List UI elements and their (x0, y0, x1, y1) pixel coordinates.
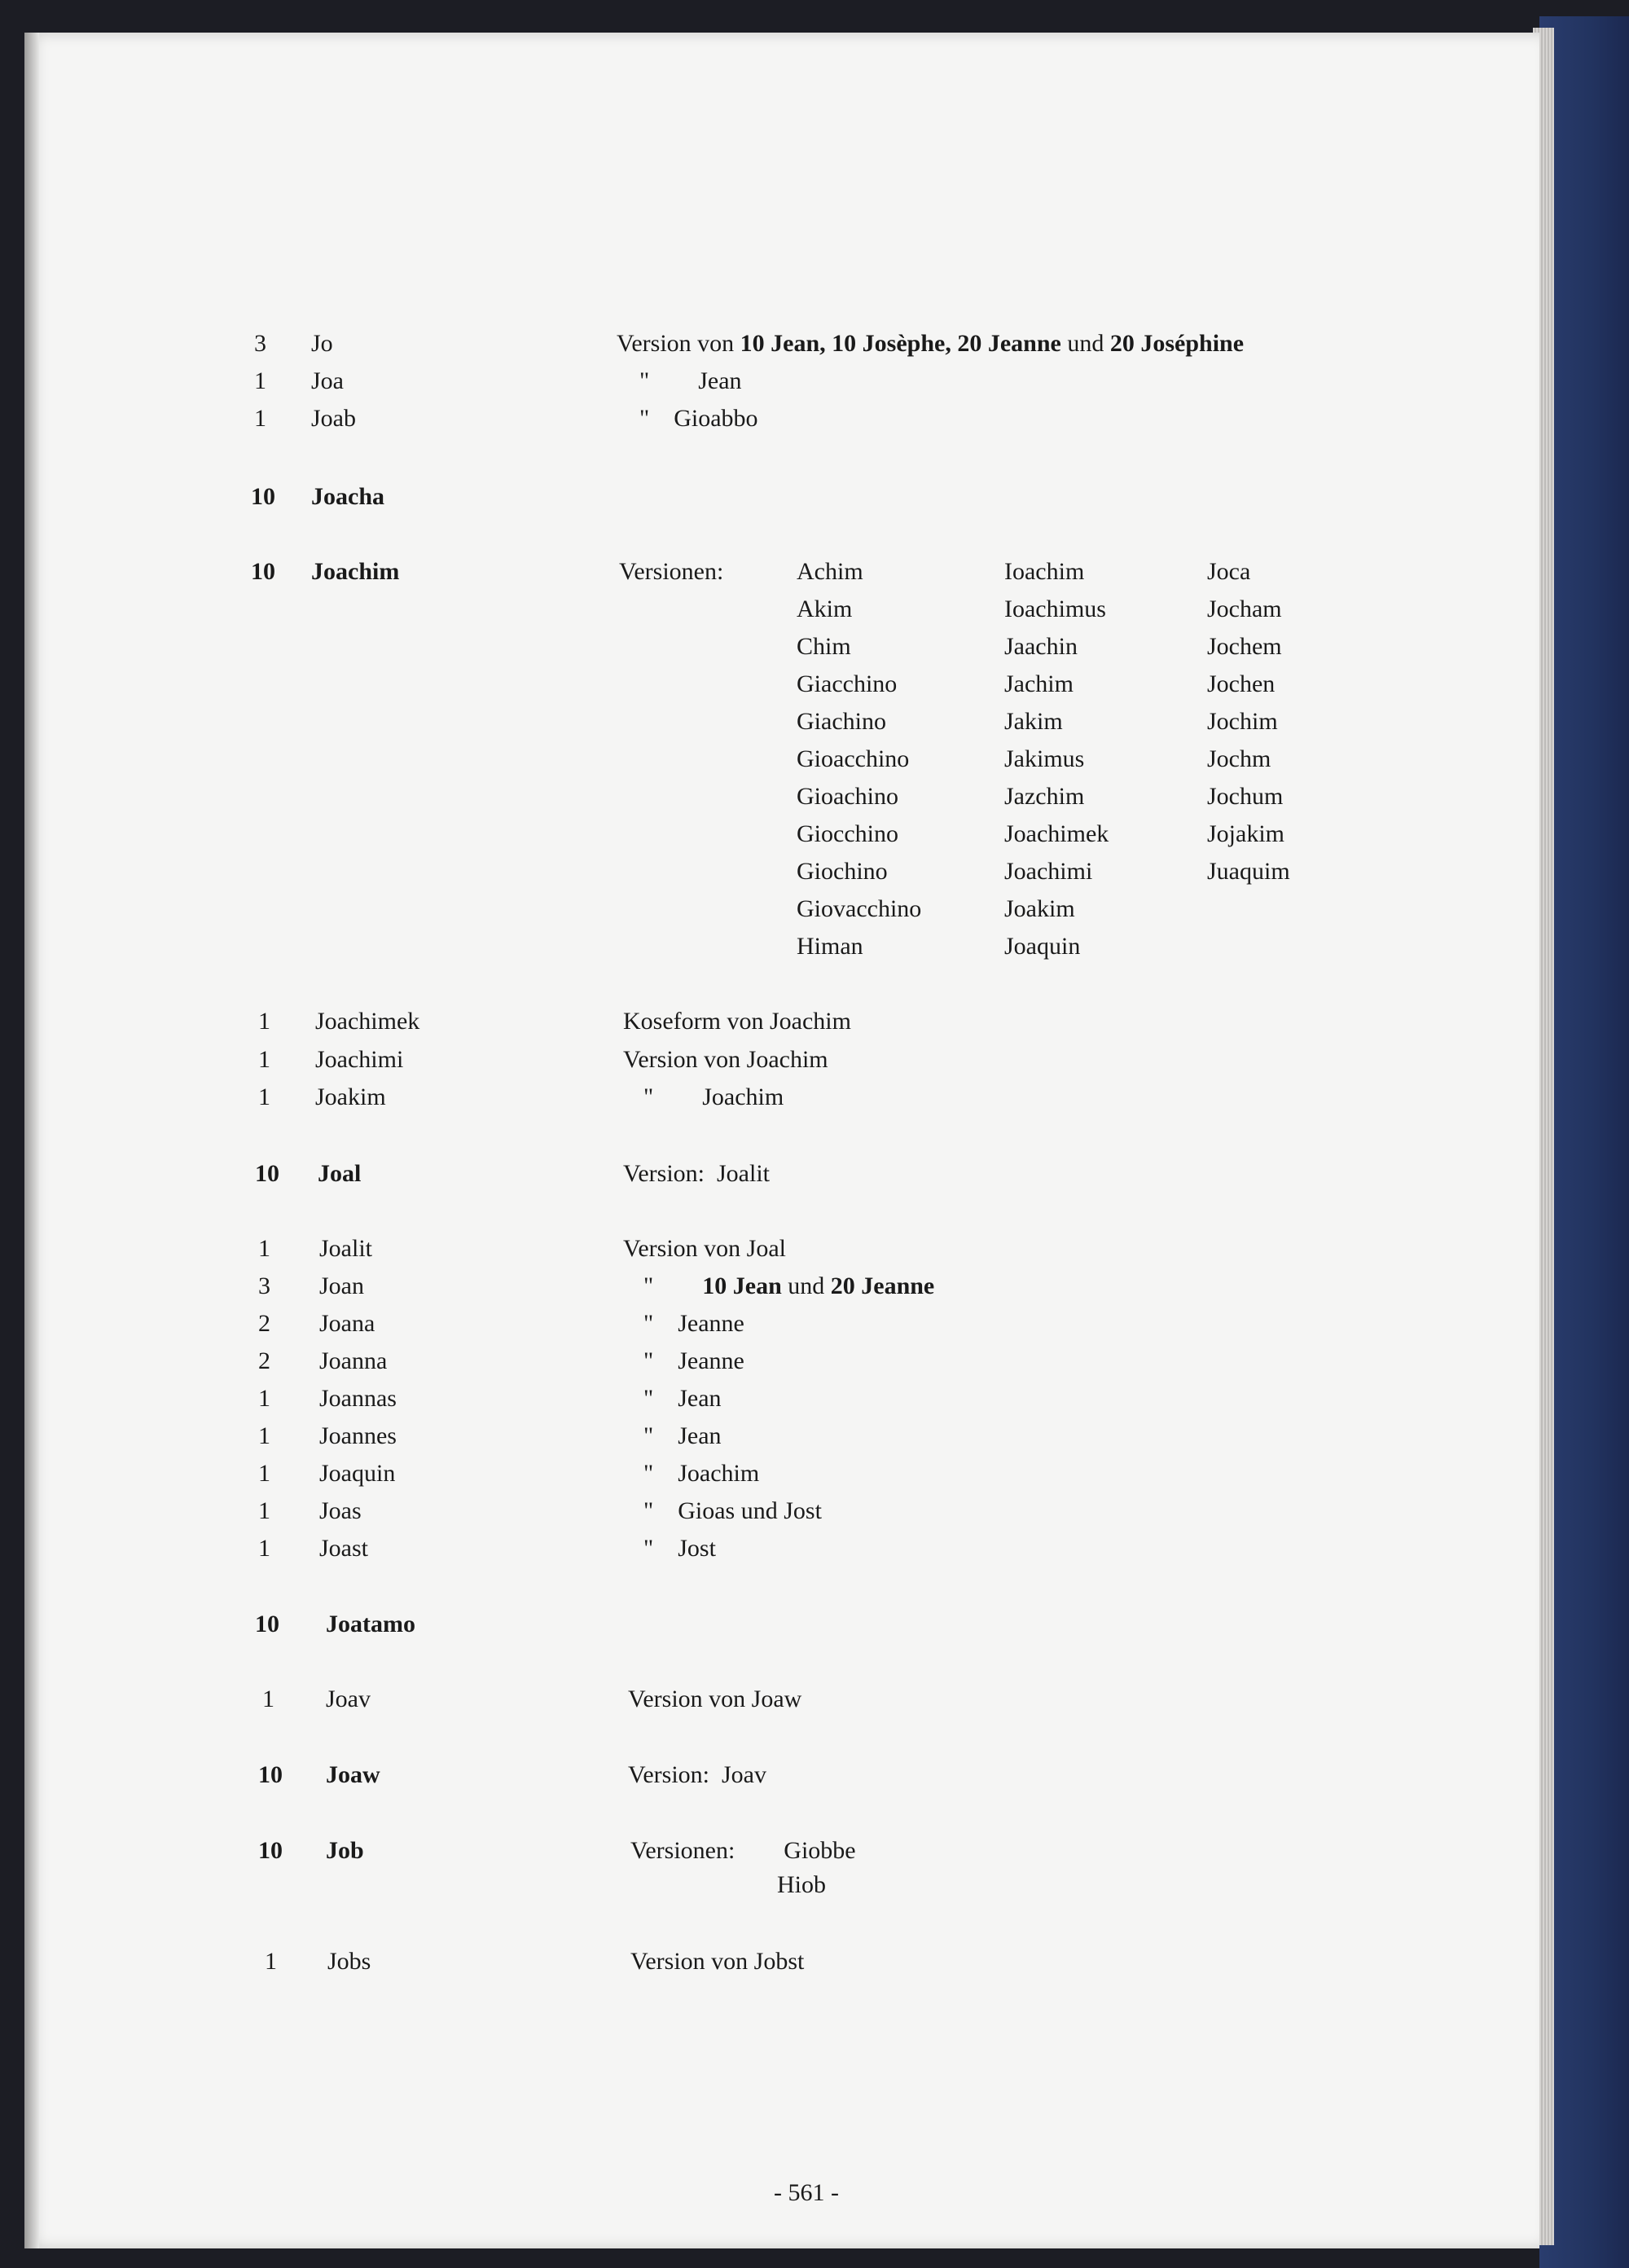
version-name: Joakim (1004, 895, 1075, 922)
entry-description: Versionen: Giobbe (630, 1837, 856, 1864)
entry-count: 1 (258, 1497, 270, 1524)
entry-count: 1 (258, 1083, 270, 1110)
entry-count: 1 (258, 1235, 270, 1262)
entry-count: 1 (258, 1385, 270, 1412)
entry-description: " Jeanne (643, 1347, 744, 1374)
entry-count: 1 (265, 1948, 277, 1975)
entry-description: " 10 Jean und 20 Jeanne (643, 1272, 935, 1299)
entry-description: Version von Jobst (630, 1948, 805, 1975)
entry-description: " Jean (643, 1385, 722, 1412)
entry-count: 1 (258, 1422, 270, 1449)
entry-count: 10 (251, 558, 275, 585)
version-name: Achim (797, 558, 863, 585)
version-name: Juaquim (1207, 858, 1290, 885)
version-name: Jakimus (1004, 745, 1085, 772)
entry-count: 1 (258, 1008, 270, 1035)
entry-count: 2 (258, 1347, 270, 1374)
book-page (24, 33, 1539, 2248)
version-name: Jochem (1207, 633, 1282, 660)
entry-name: Joas (319, 1497, 362, 1524)
entry-count: 2 (258, 1310, 270, 1337)
version-name: Jochm (1207, 745, 1271, 772)
entry-count: 3 (258, 1272, 270, 1299)
version-name: Joca (1207, 558, 1251, 585)
entry-description: " Jean (639, 367, 742, 394)
page-number: - 561 - (774, 2179, 839, 2206)
entry-name: Joachimek (315, 1008, 420, 1035)
entry-description: Version von 10 Jean, 10 Josèphe, 20 Jeanne und 20 Joséphine (617, 330, 1245, 357)
entry-name: Joana (319, 1310, 375, 1337)
version-name: Chim (797, 633, 851, 660)
version-name: Giachino (797, 708, 886, 735)
version-name: Joaquin (1004, 933, 1081, 960)
entry-count: 1 (254, 405, 266, 432)
version-name: Jakim (1004, 708, 1063, 735)
entry-description: " Jean (643, 1422, 722, 1449)
entry-description: " Joachim (643, 1460, 760, 1487)
version-name: Jachim (1004, 670, 1074, 697)
version-name: Jazchim (1004, 783, 1085, 810)
entry-count: 10 (255, 1160, 279, 1187)
version-name: Giocchino (797, 820, 898, 847)
entry-name: Joab (311, 405, 356, 432)
version-name: Jaachin (1004, 633, 1078, 660)
entry-description: Hiob (630, 1871, 826, 1898)
entry-name: Joal (318, 1160, 362, 1187)
entry-description: Version: Joav (628, 1761, 766, 1788)
entry-name: Joachimi (315, 1046, 404, 1073)
entry-name: Joa (311, 367, 344, 394)
version-name: Jochum (1207, 783, 1284, 810)
entry-count: 10 (255, 1611, 279, 1637)
entry-name: Joan (319, 1272, 364, 1299)
entry-count: 10 (251, 483, 275, 510)
entry-name: Joatamo (326, 1611, 415, 1637)
version-name: Akim (797, 596, 853, 622)
version-name: Ioachim (1004, 558, 1085, 585)
entry-description: Koseform von Joachim (623, 1008, 851, 1035)
version-name: Gioachino (797, 783, 898, 810)
page-gutter (24, 33, 39, 2248)
entry-description: " Jeanne (643, 1310, 744, 1337)
entry-count: 10 (258, 1837, 283, 1864)
entry-name: Joanna (319, 1347, 388, 1374)
version-name: Giovacchino (797, 895, 922, 922)
entry-description: Version von Joal (623, 1235, 786, 1262)
entry-count: 3 (254, 330, 266, 357)
entry-description: Version: Joalit (623, 1160, 770, 1187)
entry-description: " Gioabbo (639, 405, 758, 432)
version-name: Gioacchino (797, 745, 910, 772)
entry-name: Joav (326, 1686, 371, 1712)
entry-name: Jobs (327, 1948, 371, 1975)
entry-description: " Joachim (643, 1083, 784, 1110)
version-name: Giacchino (797, 670, 898, 697)
entry-name: Joakim (315, 1083, 386, 1110)
version-name: Himan (797, 933, 863, 960)
entry-name: Joalit (319, 1235, 372, 1262)
version-name: Jocham (1207, 596, 1282, 622)
entry-name: Joacha (311, 483, 384, 510)
entry-description: Versionen: (619, 558, 724, 585)
entry-count: 1 (254, 367, 266, 394)
version-name: Joachimek (1004, 820, 1109, 847)
version-name: Giochino (797, 858, 888, 885)
entry-count: 1 (258, 1535, 270, 1562)
entry-name: Joannas (319, 1385, 397, 1412)
entry-count: 1 (258, 1046, 270, 1073)
entry-name: Jo (311, 330, 333, 357)
version-name: Joachimi (1004, 858, 1093, 885)
entry-description: " Jost (643, 1535, 716, 1562)
entry-name: Joast (319, 1535, 368, 1562)
entry-count: 10 (258, 1761, 283, 1788)
entry-description: " Gioas und Jost (643, 1497, 822, 1524)
entry-description: Version von Joaw (628, 1686, 802, 1712)
version-name: Jojakim (1207, 820, 1284, 847)
entry-description: Version von Joachim (623, 1046, 828, 1073)
version-name: Ioachimus (1004, 596, 1106, 622)
entry-name: Joaw (326, 1761, 380, 1788)
entry-name: Joachim (311, 558, 400, 585)
version-name: Jochim (1207, 708, 1278, 735)
entry-name: Joaquin (319, 1460, 396, 1487)
entry-count: 1 (262, 1686, 274, 1712)
entry-name: Job (326, 1837, 364, 1864)
entry-name: Joannes (319, 1422, 397, 1449)
entry-count: 1 (258, 1460, 270, 1487)
version-name: Jochen (1207, 670, 1276, 697)
